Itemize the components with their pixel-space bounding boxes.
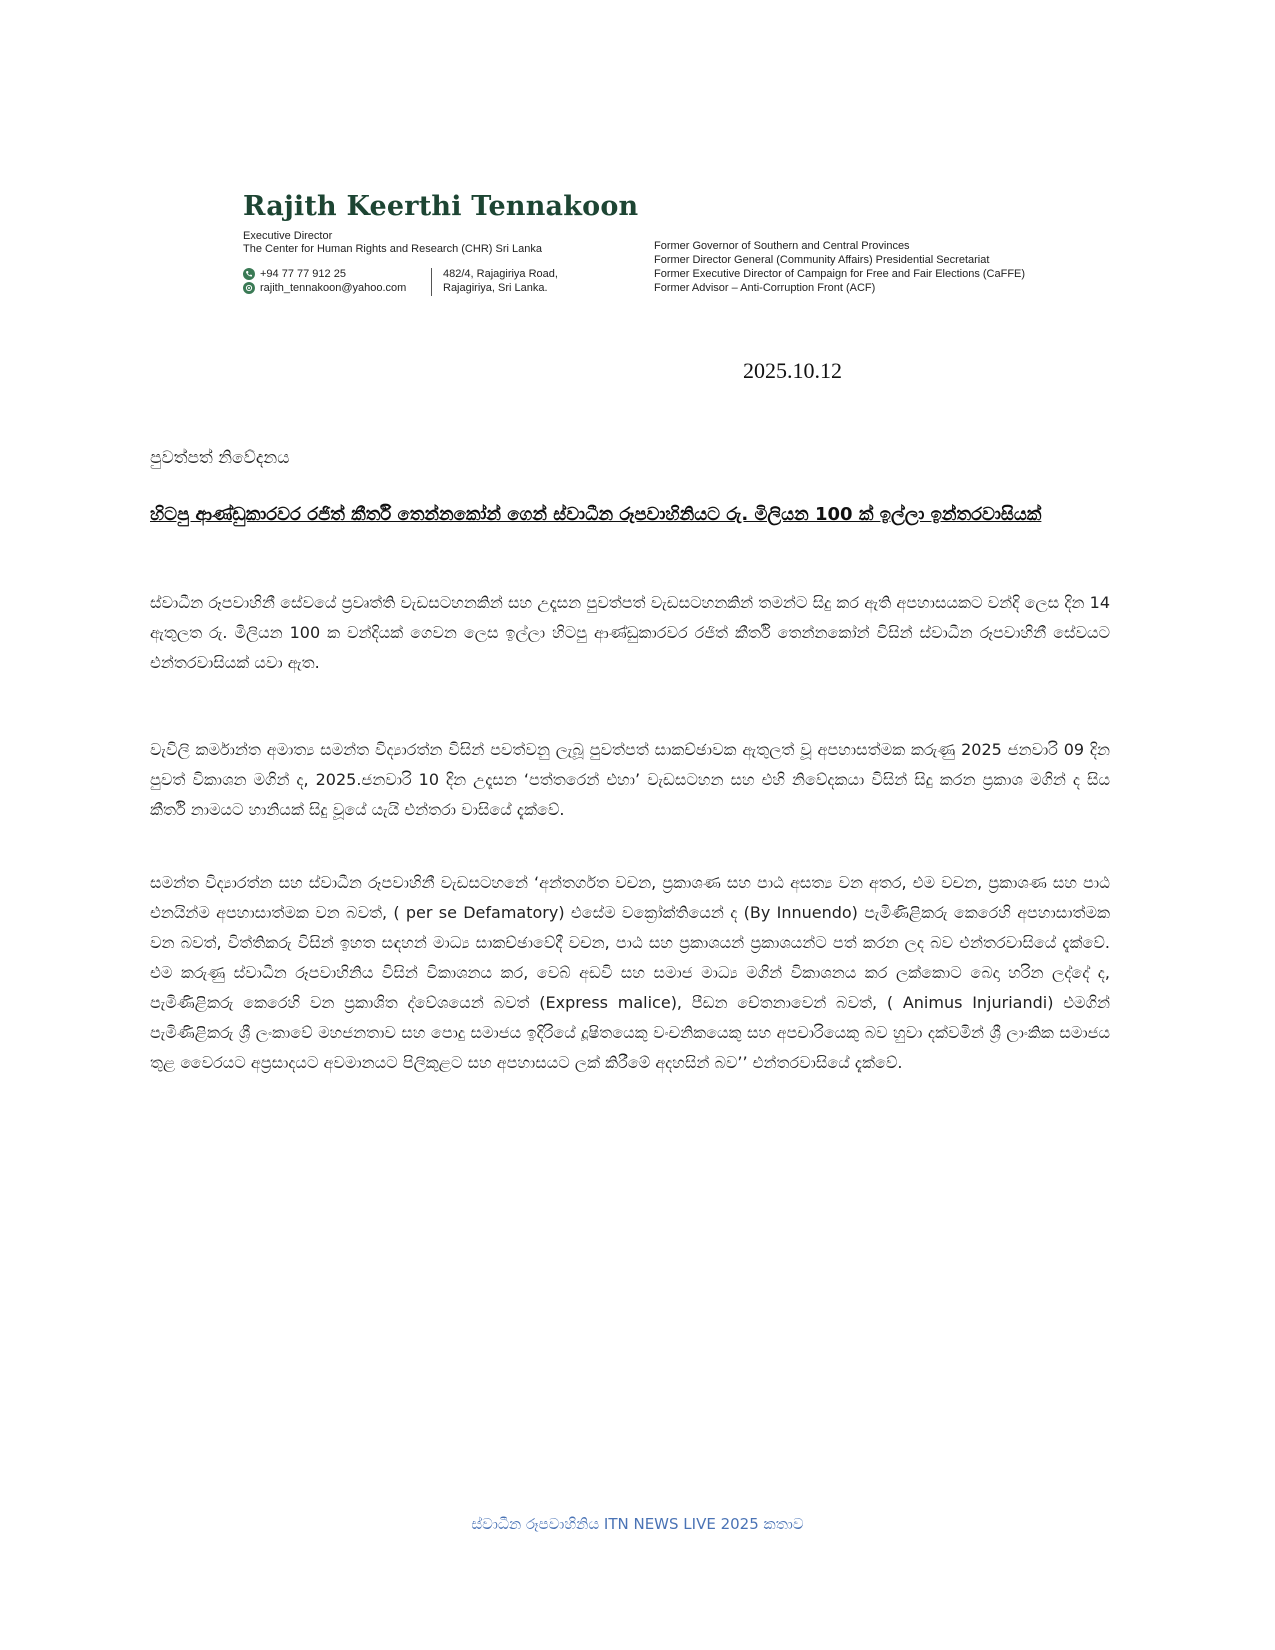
- email-icon: [243, 282, 255, 294]
- document-date: 2025.10.12: [743, 358, 842, 383]
- contact-email: [243, 282, 406, 294]
- former-position: Former Advisor – Anti-Corruption Front (ACF): [654, 282, 876, 294]
- contact-phone: [243, 268, 346, 280]
- email-address[interactable]: rajith_tennakoon@yahoo.com: [260, 282, 407, 294]
- phone-number: +94 77 77 912 25: [260, 268, 346, 280]
- contact-divider: [431, 268, 432, 296]
- former-position: Former Governor of Southern and Central Provinces: [654, 240, 910, 252]
- phone-icon: [243, 268, 255, 280]
- address-line-1: 482/4, Rajagiriya Road,: [443, 268, 558, 280]
- address-line-2: Rajagiriya, Sri Lanka.: [443, 282, 548, 294]
- body-paragraph: වැවිලි කර්මාන්ත අමාත්‍ය සමන්ත විද්‍යාරත්න විසින් පවත්වනු ලැබූ පුවත්පත් සාකච්ඡාවක ඇතුලත් වූ අපහාසත්මක කරුණු 2025 ජනවාරි 09 දින පුවත් විකාශන මගින් ද, 2025.ජනවාරි 10 දින උදෑසන ‘පත්තරෙන් එහා’ වැඩසටහන සහ එහි නිවේදකයා විසින් සිදු කරන ප්‍රකාශ මගින් ද සිය කීර්ති නාමයට හානියක් සිදු වූයේ යැයි එන්තරා වාසියේ දැක්වේ.: [150, 740, 1110, 819]
- headline: හිටපු ආණ්ඩුකාරවර රජිත් කීර්ති තෙන්නකෝන් ගෙන් ස්වාධීන රූපවාහිනියට රු. මිලියන 100 ක් ඉල්ලා ඉන්තරවාසියක්: [150, 504, 1042, 525]
- press-release-label: පුවත්පත් නිවේදනය: [150, 448, 290, 468]
- former-position: Former Director General (Community Affairs) Presidential Secretariat: [654, 254, 990, 266]
- letterhead-role: Executive Director: [243, 230, 333, 242]
- letterhead-name: Rajith Keerthi Tennakoon: [243, 191, 639, 222]
- footer-caption: ස්වාධීන රූපවාහිනිය ITN NEWS LIVE 2025 කතාව: [471, 1515, 804, 1533]
- letterhead-organization: The Center for Human Rights and Research (CHR) Sri Lanka: [243, 243, 542, 255]
- letterhead: [0, 0, 1275, 320]
- body-paragraph: ස්වාධීන රූපවාහිනී සේවයේ ප්‍රවෘත්ති වැඩසටහනකින් සහ උදෑසන පුවත්පත් වැඩසටහනකින් තමන්ට සිදු කර ඇති අපහාසයකට වන්දි ලෙස දින 14 ඇතුලත රු. මිලියන 100 ක වන්දියක් ගෙවන ලෙස ඉල්ලා හිටපු ආණ්ඩුකාරවර රජිත් කීර්ති තෙන්නකෝන් විසින් ස්වාධීන රූපවාහිනී සේවයට එන්තරවාසියක් යවා ඇත.: [150, 593, 1110, 672]
- body-paragraph: සමන්ත විද්‍යාරත්න සහ ස්වාධීන රූපවාහිනී වැඩසටහනේ ‘අන්තර්ගත වචන, ප්‍රකාශණ සහ පාඨ අසත්‍ය වන අතර, එම වචන, ප්‍රකාශණ සහ පාඨ එනයින්ම අපහාසාත්මක වන බවත්, ( per se Defamatory) එසේම වක්‍රෝක්තියෙන් ද (By Innuendo) පැමිණිළිකරු කෙරෙහි අපහාසාත්මක වන බවත්, විත්තිකරු විසින් ඉහත සඳහන් මාධ්‍ය සාකච්ඡාවේදී වචන, පාඨ සහ ප්‍රකාශයන් ප්‍රකාශයන්ට පත් කරන ලද බව එන්තරවාසියේ දැක්වේ. එම කරුණු ස්වාධීන රූපවාහිනිය විසින් විකාශනය කර, වෙබ් අඩවි සහ සමාජ මාධ්‍ය මගින් විකාශනය කර ලක්කොට බෙදා හරින ලද්දේ ද, පැමිණිළිකරු කෙරෙහි වන ප්‍රකාශිත ද්වේශයෙන් බවත් (Express malice), පීඩන චේතනාවෙන් බවත්, ( Animus Injuriandi) එමගින් පැමිණිළිකරු ශ්‍රී ලංකාවේ මහජනතාව සහ පොදු සමාජය ඉදිරියේ දූෂිතයෙකු වංචනිකයෙකු සහ අපචාරියෙකු බව හුවා දක්වමින් ශ්‍රී ලාංකික සමාජය තුළ වෛරයට අප්‍රසාදයට අවමානයට පිලිකුළට සහ අපහාසයට ලක් කිරීමේ අදහසින් බව’’ එන්තරවාසියේ දැක්වේ.: [150, 873, 1110, 1072]
- former-position: Former Executive Director of Campaign for Free and Fair Elections (CaFFE): [654, 268, 1026, 280]
